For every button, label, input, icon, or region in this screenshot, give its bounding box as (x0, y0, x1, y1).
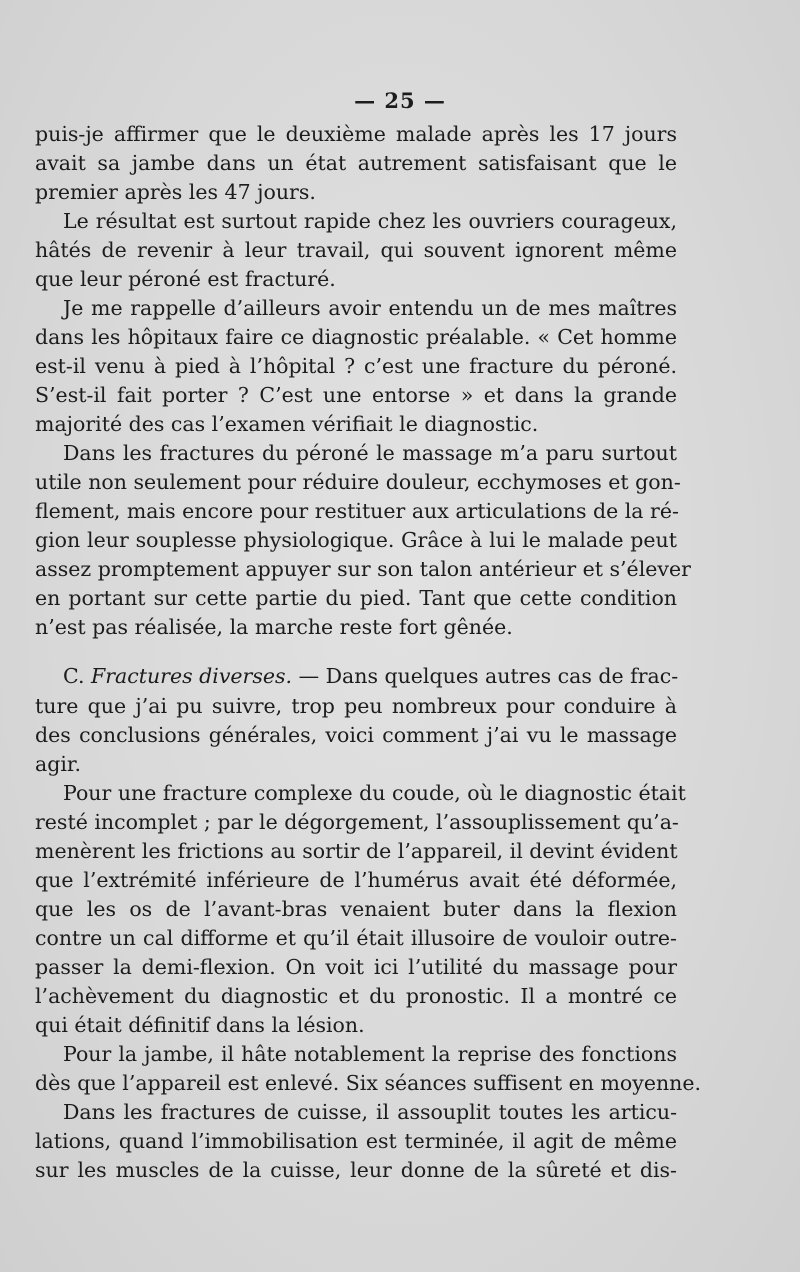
text-line: hâtés de revenir à leur travail, qui souvent ignorent même (35, 238, 677, 262)
text-line: utile non seulement pour réduire douleur, ecchymoses et gon- (35, 470, 681, 494)
text-line: que les os de l’avant-bras venaient buter dans la flexion (35, 897, 677, 921)
text-line: gion leur souplesse physiologique. Grâce à lui le malade peut (35, 528, 677, 552)
text-line: Le résultat est surtout rapide chez les ouvriers courageux, (63, 209, 677, 233)
text-line: passer la demi-flexion. On voit ici l’utilité du massage pour (35, 955, 677, 979)
text-line: S’est-il fait porter ? C’est une entorse » et dans la grande (35, 383, 677, 407)
body-text (35, 120, 702, 1185)
text-line: que l’extrémité inférieure de l’humérus avait été déformée, (35, 868, 677, 892)
text-line: lations, quand l’immobilisation est terminée, il agit de même (35, 1129, 677, 1153)
section-heading-line (35, 662, 677, 692)
text-line: Je me rappelle d’ailleurs avoir entendu un de mes maîtres (63, 296, 677, 320)
section-title: Fractures diverses. (91, 664, 293, 688)
text-line: assez promptement appuyer sur son talon antérieur et s’élever (35, 557, 691, 581)
text-line: Dans les fractures du péroné le massage m’a paru surtout (63, 441, 677, 465)
text-line: dès que l’appareil est enlevé. Six séances suffisent en moyenne. (35, 1071, 702, 1095)
text-line: Dans les fractures de cuisse, il assouplit toutes les articu- (63, 1100, 677, 1124)
section-letter: C. (63, 664, 85, 688)
text-line: dans les hôpitaux faire ce diagnostic préalable. « Cet homme (35, 325, 677, 349)
text-line: Pour la jambe, il hâte notablement la reprise des fonctions (63, 1042, 677, 1066)
text-line: premier après les 47 jours. (35, 180, 316, 204)
text-line: flement, mais encore pour restituer aux articulations de la ré- (35, 499, 679, 523)
text-line: que leur péroné est fracturé. (35, 267, 336, 291)
text-line: contre un cal difforme et qu’il était illusoire de vouloir outre- (35, 926, 677, 950)
text-line: menèrent les frictions au sortir de l’appareil, il devint évident (35, 839, 678, 863)
text-line: ture que j’ai pu suivre, trop peu nombreux pour conduire à (35, 694, 677, 718)
text-line: l’achèvement du diagnostic et du pronostic. Il a montré ce (35, 984, 677, 1008)
text-line: majorité des cas l’examen vérifiait le diagnostic. (35, 412, 539, 436)
text-line: n’est pas réalisée, la marche reste fort gênée. (35, 615, 513, 639)
text-line: Pour une fracture complexe du coude, où le diagnostic était (63, 781, 686, 805)
text-line: puis-je affirmer que le deuxième malade après les 17 jours (35, 122, 677, 146)
text-line: en portant sur cette partie du pied. Tant que cette condition (35, 586, 677, 610)
text-line: resté incomplet ; par le dégorgement, l’assouplissement qu’a- (35, 810, 679, 834)
text-line: avait sa jambe dans un état autrement satisfaisant que le (35, 151, 677, 175)
text-line: est-il venu à pied à l’hôpital ? c’est une fracture du péroné. (35, 354, 677, 378)
text-line: des conclusions générales, voici comment j’ai vu le massage (35, 723, 677, 747)
section-heading-rest: — Dans quelques autres cas de frac- (292, 664, 679, 688)
text-line: agir. (35, 752, 81, 776)
text-line: qui était définitif dans la lésion. (35, 1013, 365, 1037)
text-line: sur les muscles de la cuisse, leur donne de la sûreté et dis- (35, 1158, 677, 1182)
page-number: — 25 — (354, 88, 446, 113)
